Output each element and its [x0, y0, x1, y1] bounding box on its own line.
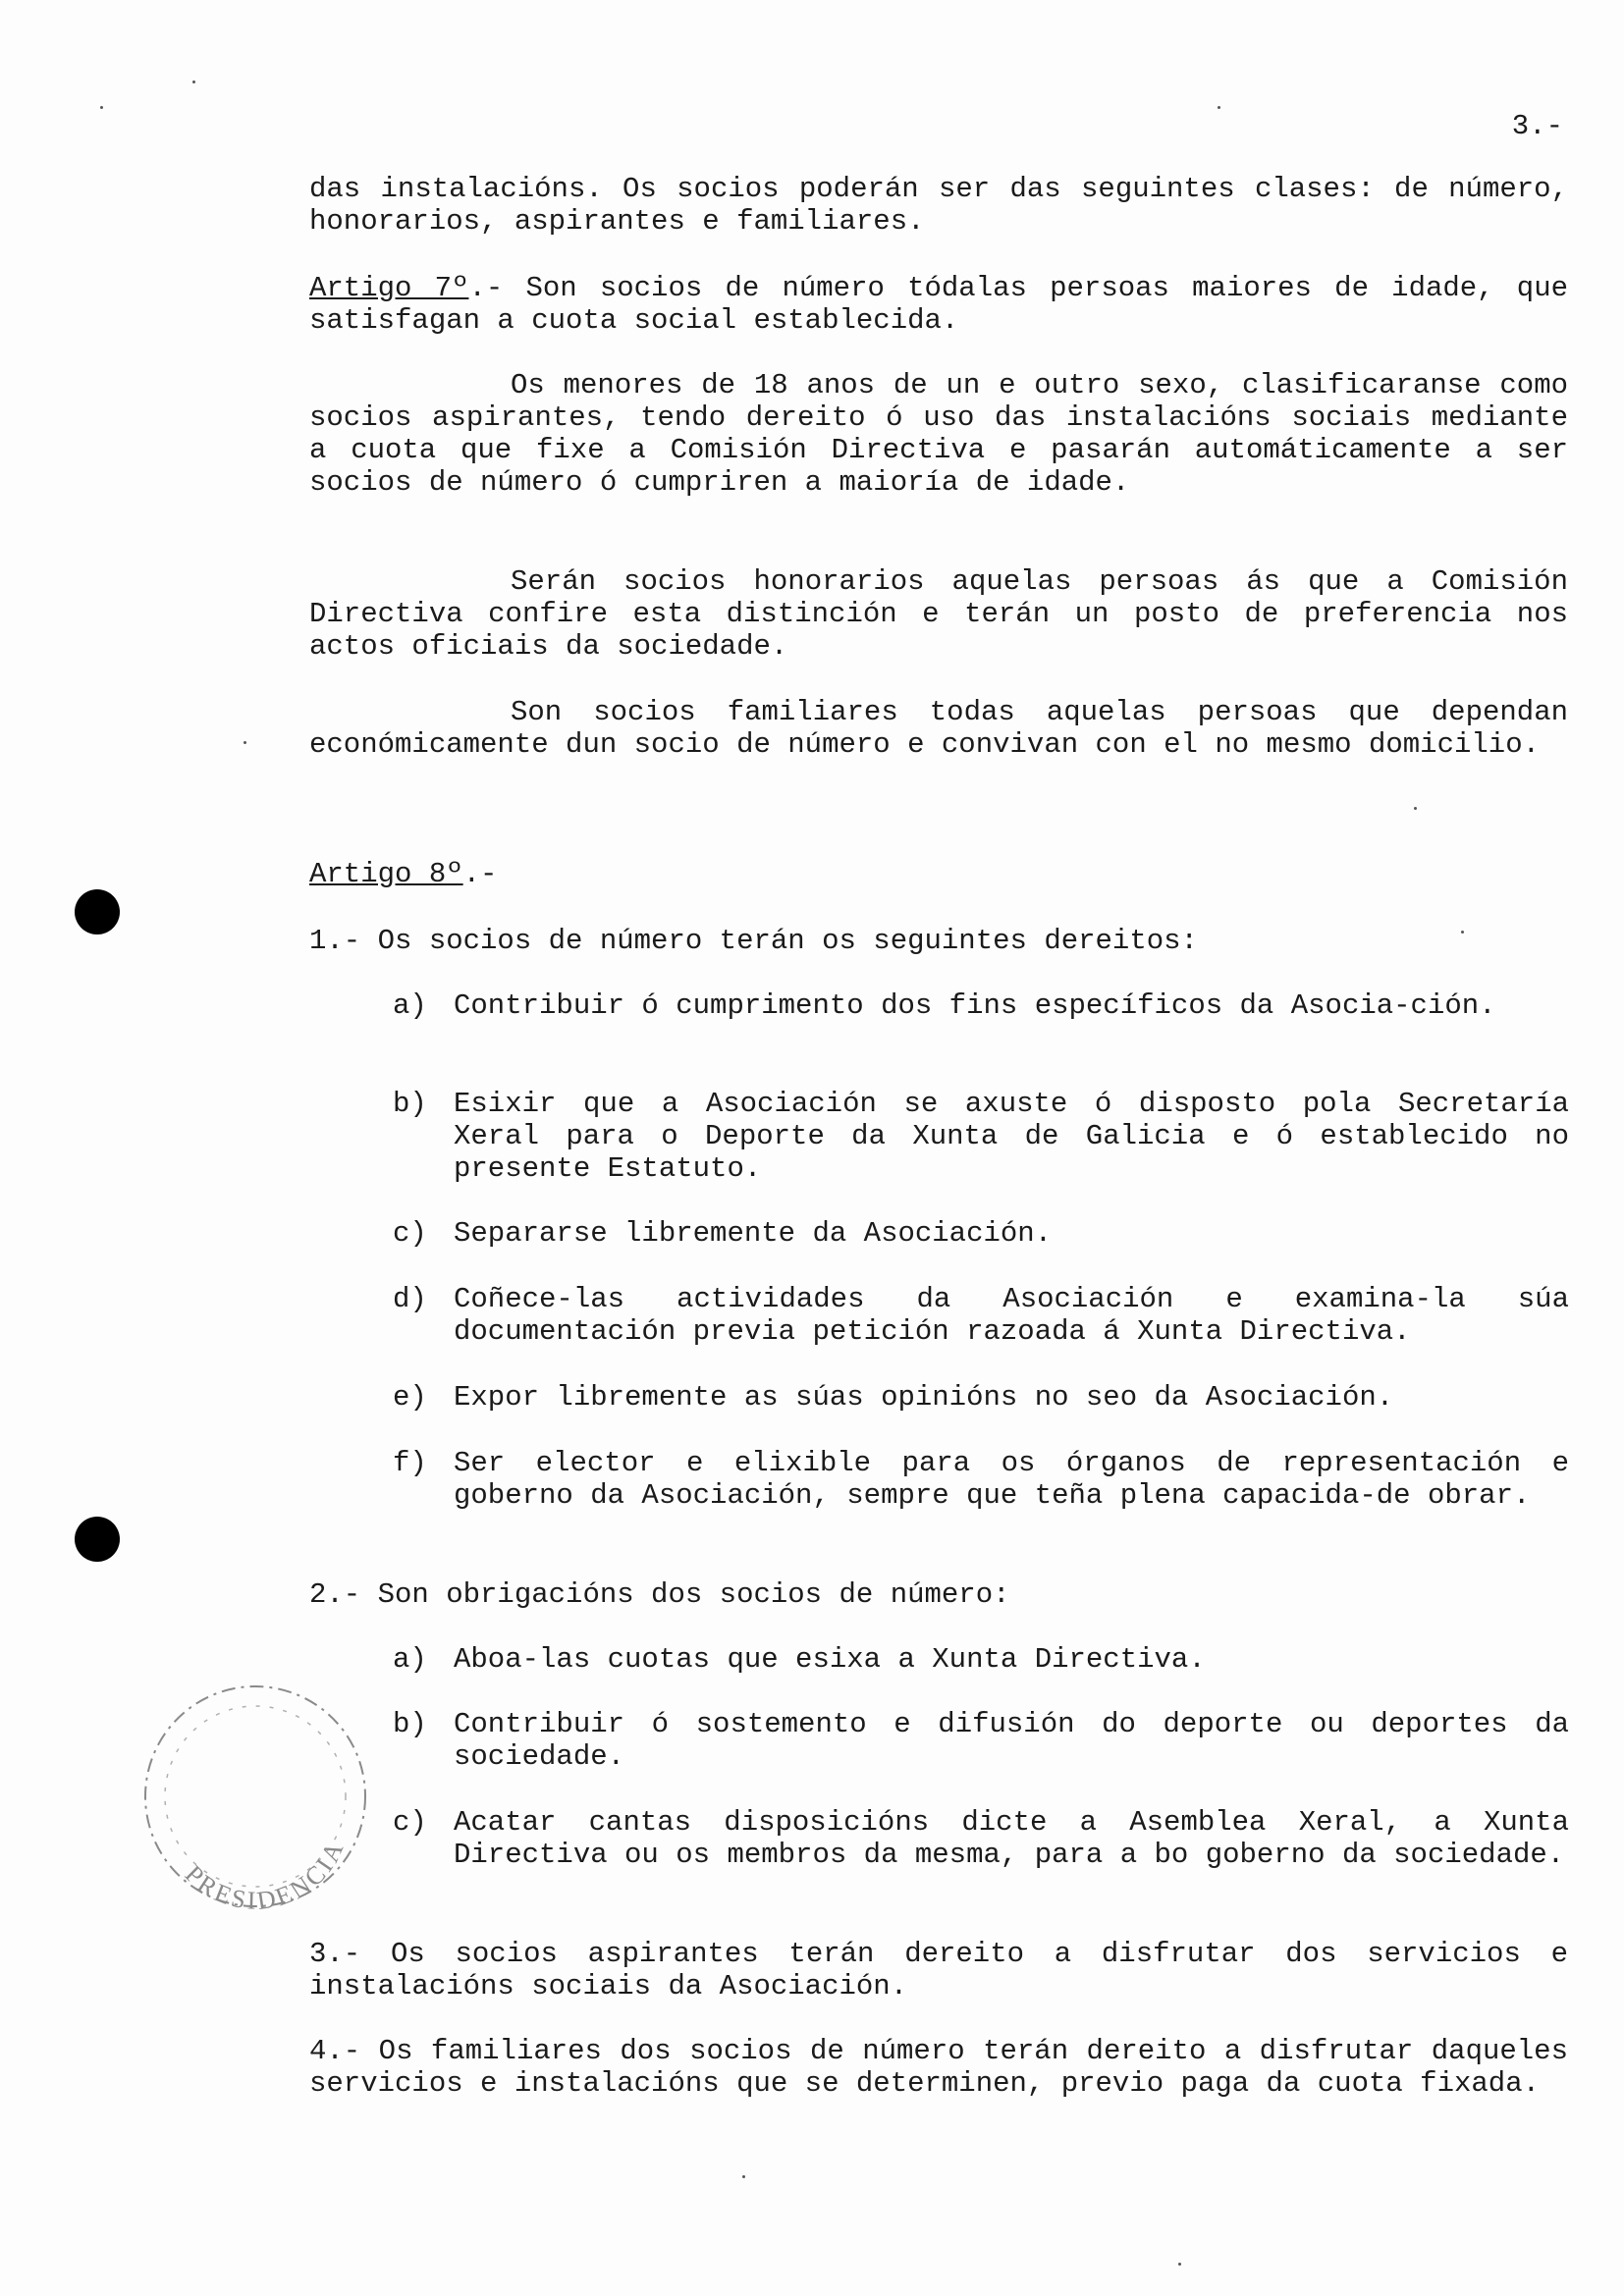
list-item	[393, 1643, 1569, 1676]
article-7-paragraph-3	[309, 696, 1568, 761]
section-3	[309, 1938, 1568, 2002]
list-item	[393, 989, 1569, 1022]
list-item-text: Contribuir ó sostemento e difusión do deporte ou deportes da sociedade.	[454, 1708, 1569, 1773]
article-7-paragraph-1	[309, 369, 1568, 499]
list-item	[393, 1806, 1569, 1871]
paragraph-text: Serán socios honorarios aquelas persoas ás que a Comisión Directiva confire esta distinción e terán un posto de preferencia nos actos oficiais da sociedade.	[309, 565, 1568, 663]
page-number: 3.-	[1511, 110, 1563, 142]
section-2-title	[309, 1578, 1568, 1611]
list-item-text: Coñece-las actividades da Asociación e examina-la súa documentación previa petición razoada á Xunta Directiva.	[454, 1283, 1569, 1348]
intro-text: das instalacións. Os socios poderán ser das seguintes clases: de número, honorarios, aspirantes e familiares.	[309, 173, 1568, 238]
list-item-label: c)	[393, 1217, 427, 1250]
scan-speck	[244, 741, 246, 744]
article-7-heading: Artigo 7º	[309, 272, 469, 304]
list-item-text: Esixir que a Asociación se axuste ó disposto pola Secretaría Xeral para o Deporte da Xunta de Galicia e ó establecido no presente Estatuto.	[454, 1088, 1569, 1185]
list-item-text: Expor libremente as súas opinións no seo da Asociación.	[454, 1381, 1394, 1414]
scan-speck	[742, 2175, 745, 2178]
intro-paragraph	[309, 173, 1568, 238]
list-item	[393, 1283, 1569, 1348]
section-4	[309, 2035, 1568, 2100]
list-item-label: a)	[393, 1643, 427, 1676]
list-item-label: b)	[393, 1708, 427, 1740]
paragraph-text: Os menores de 18 anos de un e outro sexo, clasificaranse como socios aspirantes, tendo dereito ó uso das instalacións sociais mediante a cuota que fixe a Comisión Directiva e pasarán automáticamente a ser socios de número ó cumpriren a maioría de idade.	[309, 369, 1568, 499]
section-3-text: 3.- Os socios aspirantes terán dereito a disfrutar dos servicios e instalacións sociais da Asociación.	[309, 1938, 1568, 2002]
paragraph-text: Son socios familiares todas aquelas persoas que dependan económicamente dun socio de número e convivan con el no mesmo domicilio.	[309, 696, 1568, 761]
list-item	[393, 1088, 1569, 1185]
stamp-seal	[108, 1649, 403, 1944]
article-7-paragraph-2	[309, 565, 1568, 663]
list-item	[393, 1447, 1569, 1512]
list-item-text: Separarse libremente da Asociación.	[454, 1217, 1053, 1250]
section-1-text: 1.- Os socios de número terán os seguintes dereitos:	[309, 925, 1198, 957]
list-item	[393, 1708, 1569, 1773]
scan-speck	[1178, 2263, 1181, 2266]
list-item-label: c)	[393, 1806, 427, 1839]
article-7	[309, 272, 1568, 337]
scan-speck	[100, 106, 103, 109]
punch-hole	[75, 1517, 120, 1562]
scan-speck	[1218, 106, 1220, 109]
section-2-text: 2.- Son obrigacións dos socios de número:	[309, 1578, 1010, 1611]
list-item-label: d)	[393, 1283, 427, 1315]
section-1-title	[309, 925, 1568, 957]
scan-speck	[1414, 807, 1417, 810]
article-8-heading-tail: .-	[462, 858, 498, 890]
article-8-heading-line	[309, 858, 1568, 890]
list-item-label: b)	[393, 1088, 427, 1120]
scan-speck	[1461, 931, 1464, 934]
list-item	[393, 1217, 1569, 1250]
punch-hole	[75, 889, 120, 934]
list-item-text: Aboa-las cuotas que esixa a Xunta Directiva.	[454, 1643, 1206, 1676]
list-item-label: e)	[393, 1381, 427, 1414]
scan-speck	[192, 80, 195, 83]
stamp-text: PRESIDENCIA	[179, 1835, 351, 1916]
list-item	[393, 1381, 1569, 1414]
article-7-text	[309, 272, 1568, 337]
article-7-body: .- Son socios de número tódalas persoas maiores de idade, que satisfagan a cuota social establecida.	[309, 272, 1568, 337]
list-item-text: Ser elector e elixible para os órganos de representación e goberno da Asociación, sempre que teña plena capacida-de obrar.	[454, 1447, 1569, 1512]
list-item-text: Contribuir ó cumprimento dos fins específicos da Asocia-ción.	[454, 989, 1496, 1022]
list-item-label: f)	[393, 1447, 427, 1479]
list-item-label: a)	[393, 989, 427, 1022]
svg-text:PRESIDENCIA	[180, 1835, 351, 1915]
list-item-text: Acatar cantas disposicións dicte a Asemblea Xeral, a Xunta Directiva ou os membros da mesma, para a bo goberno da sociedade.	[454, 1806, 1569, 1871]
article-8-heading: Artigo 8º	[309, 858, 463, 890]
section-4-text: 4.- Os familiares dos socios de número terán dereito a disfrutar daqueles servicios e instalacións que se determinen, previo paga da cuota fixada.	[309, 2035, 1568, 2100]
